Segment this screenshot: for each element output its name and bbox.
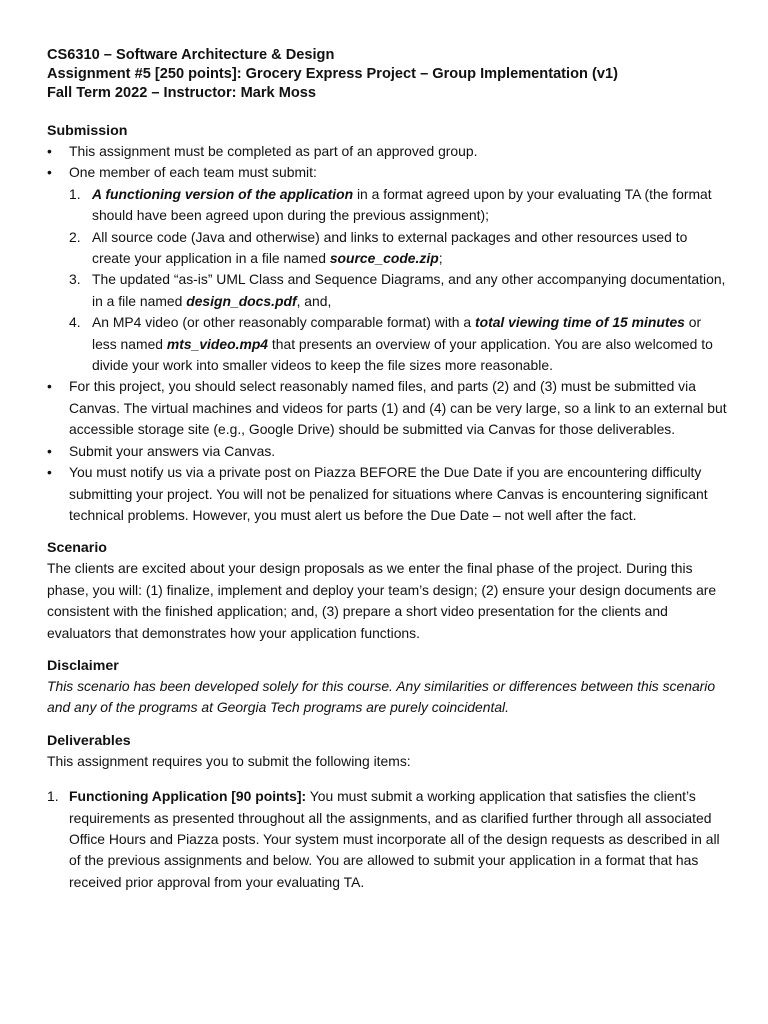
item-number: 2. — [69, 228, 81, 245]
deliverables-intro: This assignment requires you to submit the following items: — [47, 752, 411, 769]
item-number: 1. — [47, 788, 59, 805]
item-text: that presents an overview of your application. You are also welcomed to divide your work into smaller videos to keep the file sizes more reasonable. — [92, 335, 713, 374]
submission-item-application — [69, 184, 727, 227]
item-title: Functioning Application [90 points]: — [69, 788, 307, 805]
disclaimer-text: This scenario has been developed solely for this course. Any similarities or differences between this scenario and any of the programs at Georgia Tech programs are purely coincidental. — [47, 677, 716, 716]
scenario-text: The clients are excited about your design proposals as we enter the final phase of the project. During this phase, you will: (1) finalize, implement and deploy your team’s design; (2) ensure your design documents are consistent with the finished application; and, (3) prepare a short video presentation for the clients and evaluators that demonstrates how your application functions. — [47, 560, 717, 641]
item-filename: source_code.zip — [329, 250, 439, 267]
item-text: , and, — [296, 292, 332, 309]
item-text: All source code (Java and otherwise) and links to external packages and other resources used to create your application in a file named — [92, 228, 688, 267]
item-text: ; — [438, 250, 443, 267]
course-title: CS6310 – Software Architecture & Design — [47, 47, 335, 63]
deliverables-list — [47, 786, 727, 893]
item-number: 4. — [69, 314, 81, 331]
item-text: You must submit a working application that satisfies the client’s requirements as presented throughout all the assignments, and as clarified further through all associated Office Hours and Piazza posts. Your system must incorporate all of the design requests as described in all of the previous assignments and below. You are allowed to submit your application in a format that has received prior approval from your evaluating TA. — [69, 788, 720, 890]
item-number: 1. — [69, 185, 81, 202]
submission-item-source — [69, 227, 727, 270]
item-filename: mts_video.mp4 — [166, 335, 269, 352]
document-page — [47, 46, 727, 893]
assignment-title: Assignment #5 [250 points]: Grocery Express Project – Group Implementation (v1) — [47, 66, 618, 82]
submission-items — [69, 184, 727, 377]
item-emphasis: A functioning version of the application — [92, 185, 354, 202]
item-text: An MP4 video (or other reasonably comparable format) with a — [92, 314, 475, 331]
disclaimer-heading: Disclaimer — [47, 657, 119, 674]
item-text: The updated “as-is” UML Class and Sequence Diagrams, and any other accompanying documentation, in a file named — [92, 271, 726, 309]
scenario-heading: Scenario — [47, 540, 107, 557]
submission-bullet-piazza: • You must notify us via a private post on Piazza BEFORE the Due Date if you are encountering difficulty submitting your project. You will not be penalized for situations where Canvas is encountering significant technical problems. However, you must alert us before the Due Date – not well after the fact. — [47, 462, 727, 526]
deliverables-heading: Deliverables — [47, 732, 131, 749]
submission-list — [47, 141, 727, 526]
submission-item-video — [69, 312, 727, 376]
item-filename: design_docs.pdf — [186, 292, 297, 309]
submission-bullet-submit — [47, 162, 727, 376]
item-text: in a format agreed upon by your evaluating TA (the format should have been agreed upon during the previous assignment); — [92, 185, 712, 224]
submission-bullet-group: • This assignment must be completed as part of an approved group. — [47, 141, 727, 162]
submission-bullet-canvas-files: • For this project, you should select reasonably named files, and parts (2) and (3) must be submitted via Canvas. The virtual machines and videos for parts (1) and (4) can be very large, so a link to an external but accessible storage site (e.g., Google Drive) should be submitted via Canvas for those deliverables. — [47, 376, 727, 440]
submission-item-docs — [69, 269, 727, 312]
term-instructor: Fall Term 2022 – Instructor: Mark Moss — [47, 85, 316, 101]
item-emphasis: total viewing time of 15 minutes — [474, 314, 685, 331]
item-number: 3. — [69, 271, 81, 288]
deliverable-item-application — [47, 786, 727, 893]
submission-heading: Submission — [47, 123, 128, 139]
submission-bullet-submit-text: One member of each team must submit: — [69, 164, 317, 181]
submission-bullet-canvas: • Submit your answers via Canvas. — [47, 441, 727, 462]
item-text: or less named — [92, 314, 702, 352]
